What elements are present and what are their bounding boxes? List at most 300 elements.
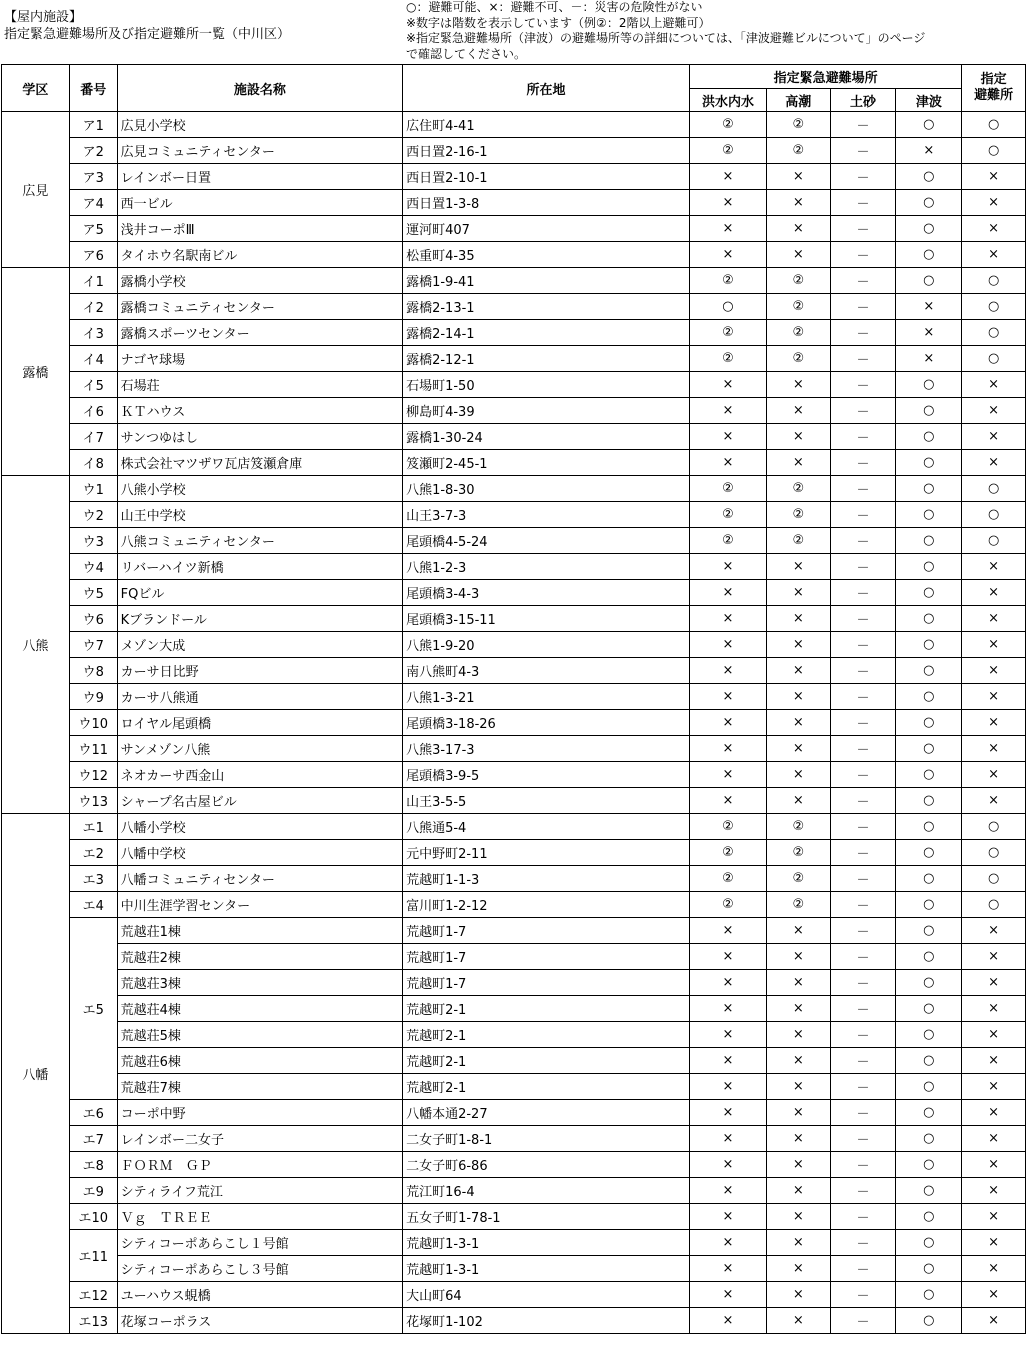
- flood-cell: ×: [690, 190, 767, 216]
- landslide-cell: －: [830, 164, 896, 190]
- flood-cell: ②: [690, 866, 767, 892]
- storm-surge-cell: ×: [766, 944, 830, 970]
- number-cell: ウ4: [69, 554, 117, 580]
- table-row: [2, 450, 1026, 476]
- storm-surge-cell: ×: [766, 1100, 830, 1126]
- col-address: 所在地: [403, 65, 690, 112]
- number-cell: エ2: [69, 840, 117, 866]
- col-tsunami: 津波: [896, 89, 962, 112]
- landslide-cell: －: [830, 632, 896, 658]
- storm-surge-cell: ×: [766, 996, 830, 1022]
- shelter-cell: ×: [962, 398, 1026, 424]
- number-cell: ア2: [69, 138, 117, 164]
- district-cell: 八幡: [2, 814, 70, 1334]
- facility-name-cell: 八幡小学校: [117, 814, 402, 840]
- address-cell: 尾頭橋3-4-3: [403, 580, 690, 606]
- tsunami-cell: ○: [896, 554, 962, 580]
- facility-name-cell: サンつゆはし: [117, 424, 402, 450]
- address-cell: 荒越町2-1: [403, 1074, 690, 1100]
- table-row: [2, 1126, 1026, 1152]
- number-cell: ウ9: [69, 684, 117, 710]
- shelter-cell: ×: [962, 1282, 1026, 1308]
- storm-surge-cell: ×: [766, 1282, 830, 1308]
- facility-name-cell: 荒越荘5棟: [117, 1022, 402, 1048]
- table-row: [2, 970, 1026, 996]
- facility-name-cell: Ｖｇ ＴＲＥＥ: [117, 1204, 402, 1230]
- landslide-cell: －: [830, 1126, 896, 1152]
- flood-cell: ②: [690, 840, 767, 866]
- storm-surge-cell: ②: [766, 294, 830, 320]
- address-cell: 尾頭橋3-18-26: [403, 710, 690, 736]
- table-row: [2, 554, 1026, 580]
- shelter-cell: ×: [962, 372, 1026, 398]
- address-cell: 荒越町1-3-1: [403, 1230, 690, 1256]
- shelter-cell: ×: [962, 710, 1026, 736]
- shelter-cell: ○: [962, 138, 1026, 164]
- number-cell: エ3: [69, 866, 117, 892]
- landslide-cell: －: [830, 658, 896, 684]
- shelter-cell: ○: [962, 294, 1026, 320]
- address-cell: 露橋2-14-1: [403, 320, 690, 346]
- number-cell: ア1: [69, 112, 117, 138]
- shelter-cell: ○: [962, 268, 1026, 294]
- storm-surge-cell: ×: [766, 424, 830, 450]
- number-cell: イ7: [69, 424, 117, 450]
- address-cell: 尾頭橋4-5-24: [403, 528, 690, 554]
- tsunami-cell: ○: [896, 164, 962, 190]
- tsunami-cell: ○: [896, 1230, 962, 1256]
- landslide-cell: －: [830, 736, 896, 762]
- table-row: [2, 268, 1026, 294]
- tsunami-cell: ○: [896, 710, 962, 736]
- table-row: [2, 684, 1026, 710]
- shelter-table: [1, 64, 1026, 1334]
- tsunami-cell: ○: [896, 918, 962, 944]
- number-cell: エ6: [69, 1100, 117, 1126]
- flood-cell: ②: [690, 814, 767, 840]
- flood-cell: ×: [690, 1100, 767, 1126]
- number-cell: エ4: [69, 892, 117, 918]
- tsunami-cell: ×: [896, 346, 962, 372]
- flood-cell: ×: [690, 1048, 767, 1074]
- storm-surge-cell: ×: [766, 1308, 830, 1334]
- landslide-cell: －: [830, 1152, 896, 1178]
- shelter-cell: ○: [962, 892, 1026, 918]
- address-cell: 荒越町1-7: [403, 918, 690, 944]
- table-body: [2, 112, 1026, 1334]
- flood-cell: ②: [690, 528, 767, 554]
- flood-cell: ②: [690, 112, 767, 138]
- landslide-cell: －: [830, 242, 896, 268]
- legend-note: ※数字は階数を表示しています（例②：2階以上避難可）: [406, 15, 711, 30]
- facility-name-cell: 八熊コミュニティセンター: [117, 528, 402, 554]
- facility-name-cell: タイホウ名駅南ビル: [117, 242, 402, 268]
- facility-name-cell: 山王中学校: [117, 502, 402, 528]
- address-cell: 山王3-7-3: [403, 502, 690, 528]
- number-cell: ウ6: [69, 606, 117, 632]
- landslide-cell: －: [830, 606, 896, 632]
- address-cell: 荒江町16-4: [403, 1178, 690, 1204]
- address-cell: 荒越町1-7: [403, 970, 690, 996]
- tsunami-cell: ○: [896, 996, 962, 1022]
- shelter-cell: ×: [962, 684, 1026, 710]
- flood-cell: ×: [690, 1308, 767, 1334]
- facility-name-cell: ロイヤル尾頭橋: [117, 710, 402, 736]
- number-cell: エ1: [69, 814, 117, 840]
- tsunami-cell: ○: [896, 502, 962, 528]
- landslide-cell: －: [830, 1282, 896, 1308]
- table-row: [2, 294, 1026, 320]
- shelter-cell: ×: [962, 1256, 1026, 1282]
- landslide-cell: －: [830, 866, 896, 892]
- address-cell: 荒越町2-1: [403, 1048, 690, 1074]
- flood-cell: ×: [690, 1152, 767, 1178]
- table-row: [2, 346, 1026, 372]
- table-row: [2, 840, 1026, 866]
- facility-name-cell: レインボー日置: [117, 164, 402, 190]
- tsunami-cell: ○: [896, 1048, 962, 1074]
- facility-name-cell: 荒越荘3棟: [117, 970, 402, 996]
- facility-name-cell: 荒越荘4棟: [117, 996, 402, 1022]
- storm-surge-cell: ②: [766, 866, 830, 892]
- table-row: [2, 190, 1026, 216]
- address-cell: 露橋1-30-24: [403, 424, 690, 450]
- storm-surge-cell: ×: [766, 164, 830, 190]
- address-cell: 笈瀬町2-45-1: [403, 450, 690, 476]
- landslide-cell: －: [830, 1256, 896, 1282]
- facility-name-cell: 西一ビル: [117, 190, 402, 216]
- facility-name-cell: ＦＯＲＭ ＧＰ: [117, 1152, 402, 1178]
- shelter-cell: ○: [962, 814, 1026, 840]
- landslide-cell: －: [830, 424, 896, 450]
- shelter-cell: ○: [962, 502, 1026, 528]
- storm-surge-cell: ×: [766, 1204, 830, 1230]
- tsunami-cell: ○: [896, 242, 962, 268]
- table-row: [2, 320, 1026, 346]
- number-cell: ア3: [69, 164, 117, 190]
- flood-cell: ×: [690, 1256, 767, 1282]
- storm-surge-cell: ×: [766, 762, 830, 788]
- tsunami-cell: ×: [896, 138, 962, 164]
- shelter-cell: ×: [962, 736, 1026, 762]
- number-cell: イ8: [69, 450, 117, 476]
- flood-cell: ×: [690, 1022, 767, 1048]
- shelter-cell: ×: [962, 1308, 1026, 1334]
- table-row: [2, 892, 1026, 918]
- address-cell: 尾頭橋3-9-5: [403, 762, 690, 788]
- shelter-cell: ○: [962, 866, 1026, 892]
- tsunami-cell: ○: [896, 1152, 962, 1178]
- address-cell: 二女子町1-8-1: [403, 1126, 690, 1152]
- address-cell: 松重町4-35: [403, 242, 690, 268]
- facility-name-cell: リバーハイツ新橋: [117, 554, 402, 580]
- tsunami-cell: ○: [896, 684, 962, 710]
- facility-name-cell: 荒越荘7棟: [117, 1074, 402, 1100]
- table-row: [2, 996, 1026, 1022]
- table-row: [2, 918, 1026, 944]
- facility-name-cell: ナゴヤ球場: [117, 346, 402, 372]
- legend-notes: [406, 0, 1024, 62]
- shelter-cell: ×: [962, 1100, 1026, 1126]
- facility-name-cell: 露橋コミュニティセンター: [117, 294, 402, 320]
- flood-cell: ×: [690, 450, 767, 476]
- tsunami-cell: ○: [896, 268, 962, 294]
- table-row: [2, 1178, 1026, 1204]
- shelter-cell: ×: [962, 762, 1026, 788]
- flood-cell: ×: [690, 788, 767, 814]
- number-cell: ウ5: [69, 580, 117, 606]
- tsunami-cell: ○: [896, 866, 962, 892]
- storm-surge-cell: ×: [766, 242, 830, 268]
- facility-name-cell: レインボー二女子: [117, 1126, 402, 1152]
- shelter-cell: ×: [962, 632, 1026, 658]
- landslide-cell: －: [830, 580, 896, 606]
- storm-surge-cell: ×: [766, 1256, 830, 1282]
- number-cell: イ5: [69, 372, 117, 398]
- table-row: [2, 424, 1026, 450]
- number-cell: イ6: [69, 398, 117, 424]
- tsunami-cell: ○: [896, 814, 962, 840]
- address-cell: 西日置2-10-1: [403, 164, 690, 190]
- landslide-cell: －: [830, 788, 896, 814]
- facility-name-cell: 八幡中学校: [117, 840, 402, 866]
- tsunami-cell: ○: [896, 216, 962, 242]
- flood-cell: ×: [690, 918, 767, 944]
- storm-surge-cell: ×: [766, 450, 830, 476]
- storm-surge-cell: ×: [766, 580, 830, 606]
- shelter-cell: ○: [962, 112, 1026, 138]
- tsunami-cell: ○: [896, 1022, 962, 1048]
- number-cell: エ5: [69, 918, 117, 1100]
- storm-surge-cell: ×: [766, 710, 830, 736]
- number-cell: イ4: [69, 346, 117, 372]
- address-cell: 西日置1-3-8: [403, 190, 690, 216]
- landslide-cell: －: [830, 528, 896, 554]
- landslide-cell: －: [830, 372, 896, 398]
- address-cell: 尾頭橋3-15-11: [403, 606, 690, 632]
- flood-cell: ○: [690, 294, 767, 320]
- facility-name-cell: ＫＴハウス: [117, 398, 402, 424]
- facility-name-cell: Kブランドール: [117, 606, 402, 632]
- flood-cell: ×: [690, 1126, 767, 1152]
- tsunami-cell: ○: [896, 970, 962, 996]
- tsunami-cell: ○: [896, 840, 962, 866]
- flood-cell: ×: [690, 736, 767, 762]
- shelter-cell: ×: [962, 918, 1026, 944]
- flood-cell: ×: [690, 606, 767, 632]
- flood-cell: ×: [690, 216, 767, 242]
- facility-name-cell: カーサ日比野: [117, 658, 402, 684]
- table-row: [2, 1256, 1026, 1282]
- table-row: [2, 944, 1026, 970]
- number-cell: ウ12: [69, 762, 117, 788]
- table-row: [2, 398, 1026, 424]
- table-row: [2, 112, 1026, 138]
- tsunami-cell: ○: [896, 450, 962, 476]
- tsunami-cell: ○: [896, 1100, 962, 1126]
- col-name: 施設名称: [117, 65, 402, 112]
- address-cell: 露橋2-13-1: [403, 294, 690, 320]
- table-row: [2, 1074, 1026, 1100]
- landslide-cell: －: [830, 320, 896, 346]
- storm-surge-cell: ×: [766, 1152, 830, 1178]
- address-cell: 荒越町2-1: [403, 1022, 690, 1048]
- table-row: [2, 1230, 1026, 1256]
- landslide-cell: －: [830, 294, 896, 320]
- landslide-cell: －: [830, 1074, 896, 1100]
- tsunami-cell: ○: [896, 606, 962, 632]
- facility-name-cell: ユーハウス蜆橋: [117, 1282, 402, 1308]
- flood-cell: ×: [690, 684, 767, 710]
- facility-name-cell: シティライフ荒江: [117, 1178, 402, 1204]
- number-cell: ウ10: [69, 710, 117, 736]
- landslide-cell: －: [830, 138, 896, 164]
- shelter-cell: ×: [962, 216, 1026, 242]
- landslide-cell: －: [830, 1204, 896, 1230]
- tsunami-cell: ○: [896, 1126, 962, 1152]
- number-cell: ウ1: [69, 476, 117, 502]
- landslide-cell: －: [830, 1308, 896, 1334]
- storm-surge-cell: ②: [766, 268, 830, 294]
- facility-name-cell: 中川生涯学習センター: [117, 892, 402, 918]
- table-row: [2, 710, 1026, 736]
- flood-cell: ×: [690, 1282, 767, 1308]
- storm-surge-cell: ×: [766, 1022, 830, 1048]
- storm-surge-cell: ×: [766, 736, 830, 762]
- number-cell: イ1: [69, 268, 117, 294]
- table-row: [2, 1100, 1026, 1126]
- shelter-cell: ×: [962, 1204, 1026, 1230]
- facility-name-cell: 荒越荘6棟: [117, 1048, 402, 1074]
- shelter-cell: ×: [962, 970, 1026, 996]
- table-row: [2, 164, 1026, 190]
- number-cell: ウ8: [69, 658, 117, 684]
- storm-surge-cell: ×: [766, 606, 830, 632]
- landslide-cell: －: [830, 710, 896, 736]
- address-cell: 荒越町1-7: [403, 944, 690, 970]
- tsunami-cell: ○: [896, 632, 962, 658]
- facility-name-cell: ネオカーサ西金山: [117, 762, 402, 788]
- district-cell: 広見: [2, 112, 70, 268]
- storm-surge-cell: ②: [766, 502, 830, 528]
- storm-surge-cell: ×: [766, 1126, 830, 1152]
- flood-cell: ×: [690, 632, 767, 658]
- tsunami-cell: ○: [896, 1178, 962, 1204]
- flood-cell: ×: [690, 970, 767, 996]
- facility-name-cell: 浅井コーポⅢ: [117, 216, 402, 242]
- landslide-cell: －: [830, 892, 896, 918]
- table-row: [2, 216, 1026, 242]
- number-cell: エ7: [69, 1126, 117, 1152]
- storm-surge-cell: ×: [766, 632, 830, 658]
- shelter-cell: ○: [962, 320, 1026, 346]
- shelter-cell: ×: [962, 1126, 1026, 1152]
- tsunami-cell: ○: [896, 736, 962, 762]
- shelter-cell: ×: [962, 424, 1026, 450]
- flood-cell: ×: [690, 242, 767, 268]
- address-cell: 石場町1-50: [403, 372, 690, 398]
- storm-surge-cell: ②: [766, 112, 830, 138]
- address-cell: 南八熊町4-3: [403, 658, 690, 684]
- landslide-cell: －: [830, 944, 896, 970]
- address-cell: 露橋1-9-41: [403, 268, 690, 294]
- flood-cell: ×: [690, 944, 767, 970]
- number-cell: エ12: [69, 1282, 117, 1308]
- facility-name-cell: メゾン大成: [117, 632, 402, 658]
- table-row: [2, 502, 1026, 528]
- flood-cell: ×: [690, 1204, 767, 1230]
- address-cell: 八熊1-9-20: [403, 632, 690, 658]
- number-cell: ウ2: [69, 502, 117, 528]
- landslide-cell: －: [830, 996, 896, 1022]
- tsunami-cell: ○: [896, 1256, 962, 1282]
- address-cell: 富川町1-2-12: [403, 892, 690, 918]
- storm-surge-cell: ②: [766, 814, 830, 840]
- col-district: 学区: [2, 65, 70, 112]
- number-cell: イ2: [69, 294, 117, 320]
- table-row: [2, 138, 1026, 164]
- table-row: [2, 1204, 1026, 1230]
- shelter-cell: ×: [962, 658, 1026, 684]
- facility-name-cell: 荒越荘2棟: [117, 944, 402, 970]
- storm-surge-cell: ②: [766, 476, 830, 502]
- flood-cell: ×: [690, 398, 767, 424]
- facility-name-cell: カーサ八熊通: [117, 684, 402, 710]
- storm-surge-cell: ×: [766, 788, 830, 814]
- storm-surge-cell: ②: [766, 528, 830, 554]
- landslide-cell: －: [830, 502, 896, 528]
- flood-cell: ×: [690, 424, 767, 450]
- storm-surge-cell: ×: [766, 190, 830, 216]
- tsunami-cell: ○: [896, 892, 962, 918]
- shelter-cell: ×: [962, 1178, 1026, 1204]
- landslide-cell: －: [830, 112, 896, 138]
- address-cell: 八幡本通2-27: [403, 1100, 690, 1126]
- address-cell: 八熊通5-4: [403, 814, 690, 840]
- tsunami-cell: ○: [896, 658, 962, 684]
- number-cell: ア4: [69, 190, 117, 216]
- table-row: [2, 1282, 1026, 1308]
- storm-surge-cell: ×: [766, 554, 830, 580]
- shelter-cell: ×: [962, 1022, 1026, 1048]
- address-cell: 露橋2-12-1: [403, 346, 690, 372]
- tsunami-cell: ○: [896, 528, 962, 554]
- tsunami-cell: ×: [896, 320, 962, 346]
- number-cell: エ11: [69, 1230, 117, 1282]
- col-shelter: 指定 避難所: [962, 65, 1026, 112]
- landslide-cell: －: [830, 840, 896, 866]
- shelter-cell: ○: [962, 346, 1026, 372]
- address-cell: 山王3-5-5: [403, 788, 690, 814]
- shelter-cell: ○: [962, 528, 1026, 554]
- landslide-cell: －: [830, 1178, 896, 1204]
- flood-cell: ×: [690, 580, 767, 606]
- legend-note: ※指定緊急避難場所（津波）の避難場所等の詳細については、「津波避難ビルについて」のページ: [406, 31, 926, 45]
- facility-name-cell: シティコーポあらこし３号館: [117, 1256, 402, 1282]
- flood-cell: ×: [690, 554, 767, 580]
- number-cell: エ8: [69, 1152, 117, 1178]
- storm-surge-cell: ×: [766, 918, 830, 944]
- storm-surge-cell: ②: [766, 320, 830, 346]
- header-tag: 【屋内施設】: [4, 10, 83, 25]
- flood-cell: ②: [690, 346, 767, 372]
- tsunami-cell: ○: [896, 788, 962, 814]
- table-row: [2, 1308, 1026, 1334]
- shelter-cell: ×: [962, 606, 1026, 632]
- legend-note: で確認してください。: [406, 46, 527, 61]
- landslide-cell: －: [830, 554, 896, 580]
- table-row: [2, 762, 1026, 788]
